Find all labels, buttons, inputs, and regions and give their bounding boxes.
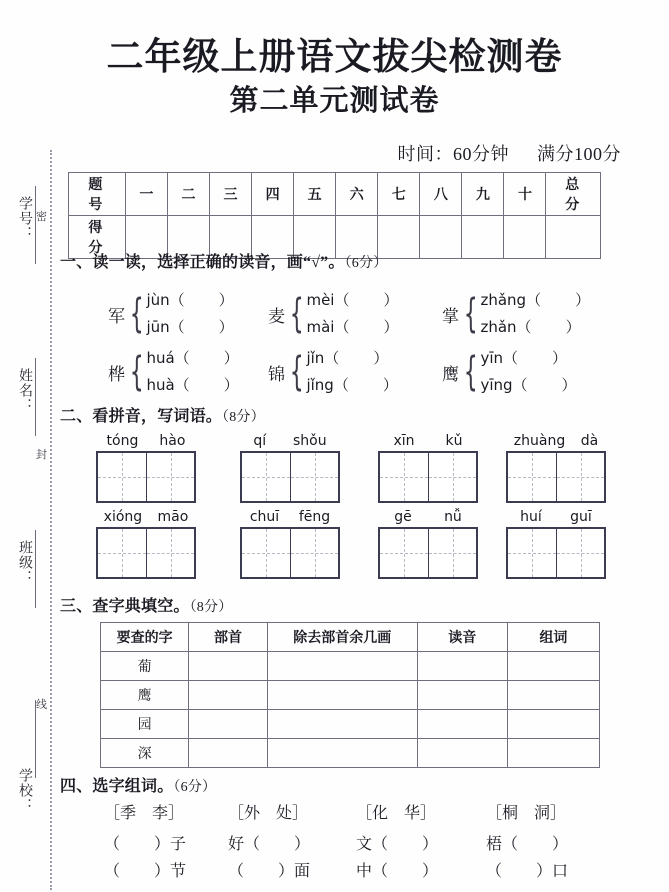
field-student-name: 姓名： <box>17 368 32 413</box>
field-school: 学校： <box>17 768 32 813</box>
dict-cell-strokes[interactable] <box>267 739 417 768</box>
tianzige-cell[interactable] <box>556 529 604 577</box>
dict-header-pronunciation: 读音 <box>417 623 507 652</box>
seal-mark-feng: 封 <box>36 449 47 461</box>
seal-margin <box>0 0 62 892</box>
section-2-points: （8分） <box>222 410 265 425</box>
write-word-group-3 <box>378 433 478 503</box>
dict-header-char: 要查的字 <box>101 623 189 652</box>
dict-cell-pronunciation[interactable] <box>417 710 507 739</box>
page-title: 二年级上册语文拔尖检测卷 <box>106 37 563 78</box>
score-entry-9[interactable] <box>462 216 504 259</box>
pinyin-choice-1-char: 军 <box>108 306 125 326</box>
choose-char-blank[interactable]: 文（ ） <box>356 836 439 853</box>
score-col-6: 六 <box>336 173 378 216</box>
pinyin-choice-2-char: 麦 <box>268 306 285 326</box>
exam-time-label: 时间：60分钟 <box>397 144 509 164</box>
write-word-group-8 <box>506 509 606 579</box>
pinyin-choice-5: 锦 { jǐn（ ） jǐng（ ） <box>268 345 398 399</box>
write-word-group-4 <box>506 433 606 503</box>
table-row <box>101 652 600 681</box>
choose-char-group-4 <box>486 800 568 885</box>
pinyin-choice-1: 军 { jùn（ ） jūn（ ） <box>108 287 234 341</box>
exam-total-score-label: 满分100分 <box>537 144 621 164</box>
choose-char-blank[interactable]: （ ）口 <box>486 863 569 880</box>
score-entry-10[interactable] <box>504 216 546 259</box>
pinyin-choice-6-char: 鹰 <box>442 364 459 384</box>
field-student-id-rule <box>35 186 36 264</box>
write-word-group-1 <box>96 433 196 503</box>
write-word-group-5 <box>96 509 196 579</box>
score-col-7: 七 <box>378 173 420 216</box>
seal-dotted-line <box>50 150 52 890</box>
section-4-points: （6分） <box>173 780 217 795</box>
choose-char-blank[interactable]: 好（ ） <box>228 836 311 853</box>
section-3-points: （8分） <box>189 600 233 615</box>
score-col-5: 五 <box>294 173 336 216</box>
pinyin-choice-5-char: 锦 <box>268 364 285 384</box>
dict-cell-word[interactable] <box>507 710 599 739</box>
write-word-pinyin-3: xīn kǔ <box>393 433 463 449</box>
dict-cell-word[interactable] <box>507 652 599 681</box>
tianzige-cell[interactable] <box>242 529 290 577</box>
pinyin-option[interactable]: mèi（ ） <box>306 291 399 309</box>
field-student-id: 学号： <box>17 196 32 241</box>
dict-cell-word[interactable] <box>507 739 599 768</box>
tianzige-grid[interactable] <box>506 451 606 503</box>
choose-char-blank[interactable]: 梧（ ） <box>486 836 569 853</box>
dict-cell-radical[interactable] <box>189 710 268 739</box>
dict-cell-radical[interactable] <box>189 652 268 681</box>
dict-cell-radical[interactable] <box>189 681 268 710</box>
score-col-4: 四 <box>252 173 294 216</box>
tianzige-grid[interactable] <box>506 527 606 579</box>
tianzige-grid[interactable] <box>378 527 478 579</box>
choose-char-bracket-4: ［桐 洞］ <box>486 805 567 822</box>
pinyin-choice-4-char: 桦 <box>108 364 125 384</box>
score-col-3: 三 <box>209 173 251 216</box>
pinyin-choice-3-char: 掌 <box>442 306 459 326</box>
dict-row-char: 鹰 <box>101 681 189 710</box>
field-class: 班级： <box>17 540 32 585</box>
tianzige-cell[interactable] <box>428 453 476 501</box>
tianzige-cell[interactable] <box>146 529 194 577</box>
write-word-pinyin-7: gē nǚ <box>394 509 462 525</box>
pinyin-choice-2: 麦 { mèi（ ） mài（ ） <box>268 287 399 341</box>
dict-row-char: 园 <box>101 710 189 739</box>
tianzige-grid[interactable] <box>96 451 196 503</box>
tianzige-cell[interactable] <box>98 453 146 501</box>
score-entry-total[interactable] <box>546 216 601 259</box>
page-subtitle: 第二单元测试卷 <box>229 85 440 117</box>
choose-char-bracket-3: ［化 华］ <box>356 805 437 822</box>
seal-mark-mi: 密 <box>36 211 47 223</box>
tianzige-cell[interactable] <box>146 453 194 501</box>
section-3-title: 三、查字典填空。 <box>60 598 190 615</box>
score-table-row-label-score: 得 分 <box>69 216 126 259</box>
tianzige-cell[interactable] <box>242 453 290 501</box>
choose-char-blank[interactable]: （ ）节 <box>104 863 187 880</box>
choose-char-group-1 <box>104 800 186 885</box>
dict-header-word: 组词 <box>507 623 599 652</box>
dictionary-table-header-row <box>101 623 600 652</box>
dict-header-strokes: 除去部首余几画 <box>267 623 417 652</box>
tianzige-grid[interactable] <box>240 451 340 503</box>
tianzige-cell[interactable] <box>290 453 338 501</box>
dict-cell-radical[interactable] <box>189 739 268 768</box>
pinyin-option[interactable]: jūn（ ） <box>146 318 234 336</box>
dictionary-table <box>100 622 600 768</box>
write-word-pinyin-1: tóng hào <box>106 433 186 449</box>
tianzige-grid[interactable] <box>378 451 478 503</box>
write-word-pinyin-6: chuī fēng <box>249 509 331 525</box>
field-class-rule <box>35 530 36 608</box>
write-word-pinyin-2: qí shǒu <box>253 433 327 449</box>
score-table-header-row <box>69 173 601 216</box>
section-heading-2 <box>60 403 265 426</box>
pinyin-option[interactable]: mài（ ） <box>306 318 399 336</box>
dict-cell-strokes[interactable] <box>267 652 417 681</box>
pinyin-choice-3: 掌 { zhǎng（ ） zhǎn（ ） <box>442 287 590 341</box>
tianzige-cell[interactable] <box>98 529 146 577</box>
pinyin-option[interactable]: huà（ ） <box>146 376 239 394</box>
dict-row-char: 深 <box>101 739 189 768</box>
score-col-8: 八 <box>420 173 462 216</box>
choose-char-bracket-2: ［外 处］ <box>228 805 309 822</box>
dict-cell-strokes[interactable] <box>267 681 417 710</box>
exam-meta <box>398 140 622 166</box>
dict-cell-pronunciation[interactable] <box>417 739 507 768</box>
choose-char-blank[interactable]: 中（ ） <box>356 863 439 880</box>
pinyin-option[interactable]: yīng（ ） <box>480 376 577 394</box>
score-col-10: 十 <box>504 173 546 216</box>
table-row <box>101 710 600 739</box>
pinyin-choice-4: 桦 { huá（ ） huà（ ） <box>108 345 239 399</box>
field-school-rule <box>35 700 36 778</box>
pinyin-option[interactable]: zhǎn（ ） <box>480 318 581 336</box>
tianzige-grid[interactable] <box>240 527 340 579</box>
tianzige-cell[interactable] <box>508 453 556 501</box>
choose-char-group-2 <box>228 800 310 885</box>
score-table-row-label-question: 题 号 <box>69 173 126 216</box>
tianzige-cell[interactable] <box>428 529 476 577</box>
score-entry-8[interactable] <box>420 216 462 259</box>
write-word-pinyin-8: huí guī <box>520 509 592 525</box>
tianzige-cell[interactable] <box>508 529 556 577</box>
dict-row-char: 葡 <box>101 652 189 681</box>
tianzige-grid[interactable] <box>96 527 196 579</box>
dict-cell-pronunciation[interactable] <box>417 652 507 681</box>
section-1-title: 一、读一读，选择正确的读音，画“√”。 <box>60 254 345 271</box>
tianzige-cell[interactable] <box>380 453 428 501</box>
tianzige-cell[interactable] <box>290 529 338 577</box>
score-table <box>68 172 601 259</box>
write-word-pinyin-4: zhuàng dà <box>513 433 599 449</box>
score-col-9: 九 <box>462 173 504 216</box>
dict-cell-pronunciation[interactable] <box>417 681 507 710</box>
field-student-name-rule <box>35 358 36 436</box>
score-col-total: 总 分 <box>546 173 601 216</box>
score-col-2: 二 <box>167 173 209 216</box>
pinyin-option[interactable]: zhǎng（ ） <box>480 291 591 309</box>
choose-char-group-3 <box>356 800 438 885</box>
write-word-group-2 <box>240 433 340 503</box>
dict-header-radical: 部首 <box>189 623 268 652</box>
pinyin-option[interactable]: jǐn（ ） <box>306 349 389 367</box>
pinyin-option[interactable]: jùn（ ） <box>146 291 234 309</box>
pinyin-choice-6: 鹰 { yīn（ ） yīng（ ） <box>442 345 577 399</box>
section-heading-3 <box>60 593 232 616</box>
choose-char-blank[interactable]: （ ）子 <box>104 836 187 853</box>
write-word-group-7 <box>378 509 478 579</box>
section-heading-1 <box>60 249 387 272</box>
choose-char-bracket-1: ［季 李］ <box>104 805 185 822</box>
score-col-1: 一 <box>125 173 167 216</box>
section-heading-4 <box>60 773 216 796</box>
tianzige-cell[interactable] <box>380 529 428 577</box>
dict-cell-strokes[interactable] <box>267 710 417 739</box>
table-row <box>101 739 600 768</box>
write-word-pinyin-5: xióng māo <box>103 509 189 525</box>
pinyin-option[interactable]: jǐng（ ） <box>306 376 398 394</box>
section-2-title: 二、看拼音，写词语。 <box>60 408 223 425</box>
tianzige-cell[interactable] <box>556 453 604 501</box>
pinyin-option[interactable]: yīn（ ） <box>480 349 568 367</box>
pinyin-option[interactable]: huá（ ） <box>146 349 239 367</box>
table-row <box>101 681 600 710</box>
dict-cell-word[interactable] <box>507 681 599 710</box>
choose-char-blank[interactable]: （ ）面 <box>228 863 311 880</box>
write-word-group-6 <box>240 509 340 579</box>
seal-mark-xian: 线 <box>36 699 47 711</box>
section-1-points: （6分） <box>344 256 388 271</box>
section-4-title: 四、选字组词。 <box>60 778 174 795</box>
